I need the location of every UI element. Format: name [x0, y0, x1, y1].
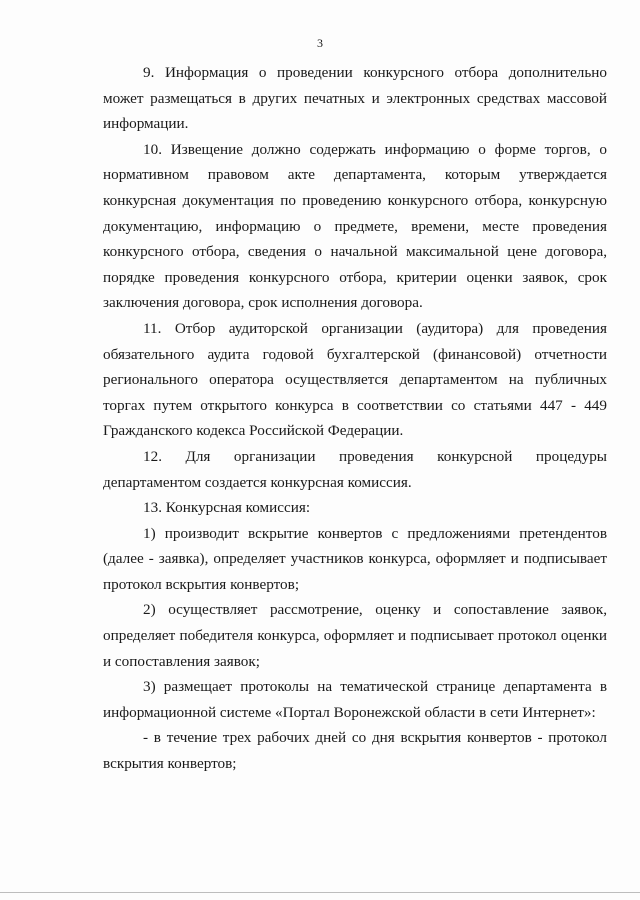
paragraph-13-item-3-dash-1: - в течение трех рабочих дней со дня вскрытия конвертов - протокол вскрытия конвертов;: [103, 729, 607, 773]
paragraph-13-item-3: 3) размещает протоколы на тематической странице департамента в информационной системе «Портал Воронежской области в сети Интернет»:: [103, 678, 607, 721]
paragraph-13-heading: 13. Конкурсная комиссия:: [143, 499, 311, 517]
paragraph-13-item-2: 2) осуществляет рассмотрение, оценку и сопоставление заявок, определяет победителя конкурса, оформляет и подписывает протокол оценки и сопоставления заявок;: [103, 601, 607, 670]
paragraph-12: 12. Для организации проведения конкурсной процедуры департаментом создается конкурсная комиссия.: [103, 447, 607, 491]
paragraph-11: 11. Отбор аудиторской организации (аудитора) для проведения обязательного аудита годовой бухгалтерской (финансовой) отчетности регионального оператора осуществляется департаментом на публичных торгах путем открытого конкурса в соответствии со статьями 447 - 449 Гражданского кодекса Российской Федерации.: [103, 319, 607, 440]
document-body: [103, 60, 607, 777]
page-number: 3: [317, 36, 323, 50]
paragraph-10: 10. Извещение должно содержать информацию о форме торгов, о нормативном правовом акте департамента, которым утверждается конкурсная документация по проведению конкурсного отбора, конкурсную документацию, информацию о предмете, времени, месте проведения конкурсного отбора, сведения о начальной максимальной цене договора, порядке проведения конкурсного отбора, критерии оценки заявок, срок заключения договора, срок исполнения договора.: [103, 140, 607, 312]
scan-edge-line: [0, 892, 640, 893]
paragraph-13-item-1: 1) производит вскрытие конвертов с предложениями претендентов (далее - заявка), определяет участников конкурса, оформляет и подписывает протокол вскрытия конвертов;: [103, 524, 607, 593]
paragraph-9: 9. Информация о проведении конкурсного отбора дополнительно может размещаться в других печатных и электронных средствах массовой информации.: [103, 64, 607, 133]
